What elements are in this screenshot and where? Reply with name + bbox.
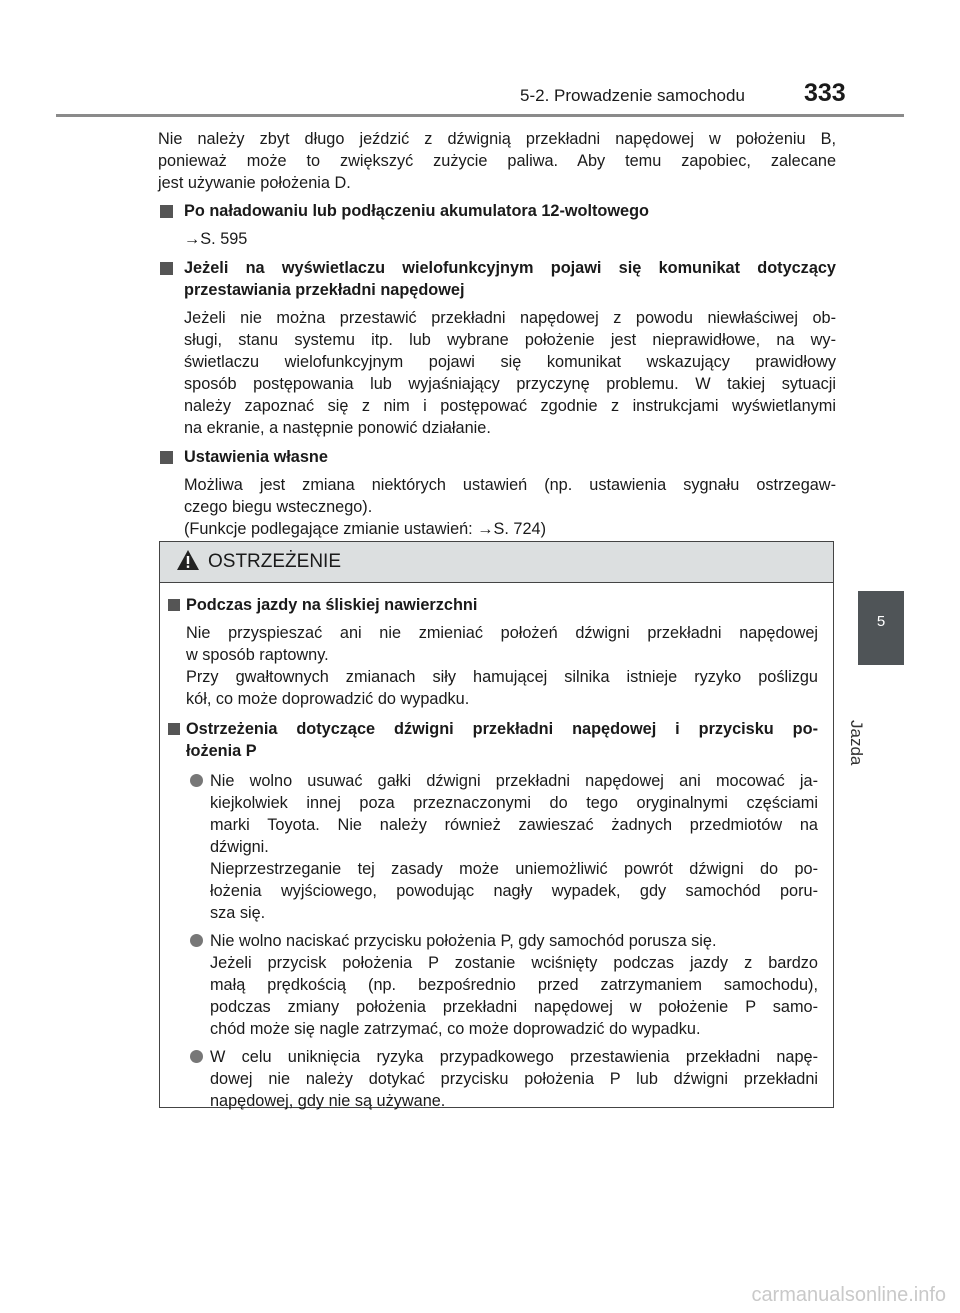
intro-paragraph: Nie należy zbyt długo jeździć z dźwignią przekładni napędowej w położeniu B, ponieważ może to zwiększyć zużycie paliwa. Aby temu zapobiec, zalecane jest używanie położenia D. xyxy=(158,130,836,192)
warning-bullet: W celu uniknięcia ryzyka przypadkowego przestawienia przekładni napę- dowej nie należy dotykać przycisku położenia P lub dźwigni przekładni napędowej, gdy nie są używane. xyxy=(168,1046,818,1112)
warning-box xyxy=(159,541,834,1108)
warning-title: OSTRZEŻENIE xyxy=(208,551,342,572)
warning-bullet: Nie wolno naciskać przycisku położenia P, gdy samochód porusza się. Jeżeli przycisk położenia P zostanie wciśnięty podczas jazdy z bardzo małą prędkością (np. bezpośrednio przed zatrzymaniem samochodu), podczas zmiany położenia przekładni napędowej w położenie P samo- chód może się nagle zatrzymać, co może doprowadzić do wypadku. xyxy=(168,930,818,1040)
arrow-right-icon: → xyxy=(477,520,494,538)
section-title: 5-2. Prowadzenie samochodu xyxy=(520,86,745,105)
chapter-number: 5 xyxy=(876,613,886,630)
warning-header xyxy=(160,542,833,583)
arrow-right-icon: → xyxy=(184,230,201,248)
chapter-label: Jazda xyxy=(847,720,866,766)
page-reference[interactable]: (Funkcje podlegające zmianie ustawień: →S. 724) xyxy=(184,520,547,538)
header-divider xyxy=(56,114,904,117)
round-bullet-icon xyxy=(190,934,203,947)
warning-heading: Podczas jazdy na śliskiej nawierzchni xyxy=(168,594,818,616)
square-bullet-icon xyxy=(160,205,173,218)
warning-text: Nie przyspieszać ani nie zmieniać położeń dźwigni przekładni napędowej w sposób raptowny. Przy gwałtownych zmianach siły hamującej silnika istnieje ryzyko poślizgu kół, co może doprowadzić do wypadku. xyxy=(186,624,818,708)
square-bullet-icon xyxy=(160,262,173,275)
warning-body xyxy=(168,594,818,1112)
section-heading: Po naładowaniu lub podłączeniu akumulatora 12-woltowego xyxy=(158,200,836,222)
square-bullet-icon xyxy=(160,451,173,464)
section-heading: Jeżeli na wyświetlaczu wielofunkcyjnym pojawi się komunikat dotyczący przestawiania przekładni napędowej xyxy=(158,257,836,301)
square-bullet-icon xyxy=(168,599,180,611)
square-bullet-icon xyxy=(168,723,180,735)
main-content xyxy=(158,128,836,540)
page-reference[interactable]: →S. 595 xyxy=(184,230,248,248)
round-bullet-icon xyxy=(190,1050,203,1063)
round-bullet-icon xyxy=(190,774,203,787)
warning-heading: Ostrzeżenia dotyczące dźwigni przekładni napędowej i przycisku po- łożenia P xyxy=(168,718,818,762)
warning-triangle-icon xyxy=(176,549,200,571)
section-heading: Ustawienia własne xyxy=(158,446,836,468)
section-body: Możliwa jest zmiana niektórych ustawień (np. ustawienia sygnału ostrzegaw- czego biegu wstecznego). (Funkcje podlegające zmianie ustawień: →S. 724) xyxy=(184,476,836,538)
warning-bullet: Nie wolno usuwać gałki dźwigni przekładni napędowej ani mocować ja- kiejkolwiek innej poza przeznaczonymi do tego oryginalnymi częściami marki Toyota. Nie należy również zawieszać żadnych przedmiotów na dźwigni. Nieprzestrzeganie tej zasady może uniemożliwić powrót dźwigni do po- łożenia wyjściowego, powodując nagły wypadek, gdy samochód poru- sza się. xyxy=(168,770,818,924)
chapter-tab[interactable] xyxy=(858,591,904,665)
watermark: carmanualsonline.info xyxy=(751,1284,946,1306)
page-number: 333 xyxy=(804,79,846,107)
section-body: Jeżeli nie można przestawić przekładni napędowej z powodu niewłaściwej ob- sługi, stanu systemu itp. lub wybrane położenie jest nieprawidłowe, na wy- świetlaczu wielofunkcyjnym pojawi się komunikat wskazujący prawidłowy sposób postępowania lub wyjaśniający przyczynę problemu. W takiej sytuacji należy zapoznać się z nim i postępować zgodnie z instrukcjami wyświetlanymi na ekranie, a następnie ponowić działanie. xyxy=(184,309,836,437)
